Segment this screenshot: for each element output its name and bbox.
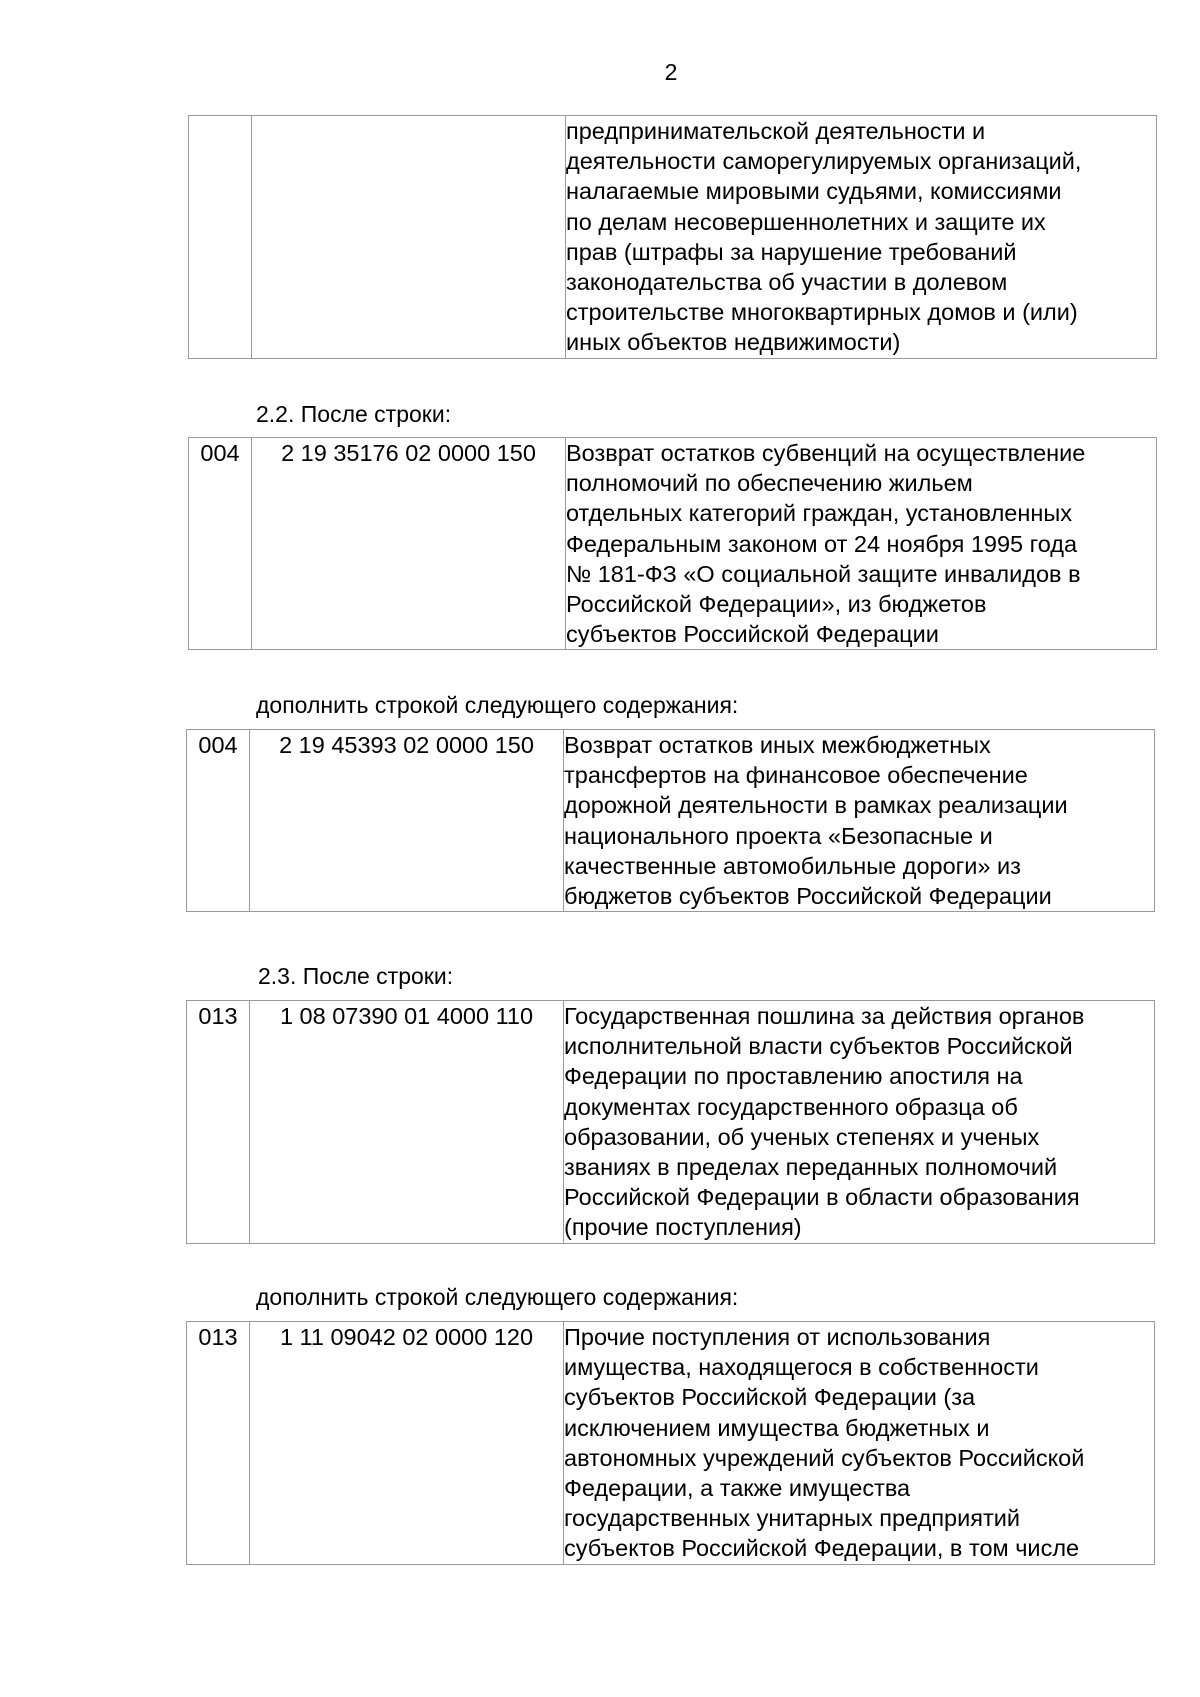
- kbk-code-cell: 1 08 07390 01 4000 110: [250, 1001, 564, 1244]
- admin-code-cell: 013: [187, 1322, 250, 1565]
- description-line: Российской Федерации», из бюджетов: [566, 591, 987, 618]
- description-line: имущества, находящегося в собственности: [564, 1354, 1039, 1381]
- description-line: субъектов Российской Федерации, в том числе: [564, 1535, 1080, 1562]
- continuation-table: [188, 115, 1157, 359]
- table-row: [187, 1001, 1155, 1244]
- kbk-code-cell: 2 19 35176 02 0000 150: [252, 438, 566, 650]
- description-cell: [564, 1001, 1155, 1244]
- description-cell: [564, 1322, 1155, 1565]
- description-line: Российской Федерации в области образования: [564, 1184, 1080, 1211]
- kbk-code-cell: [252, 116, 566, 359]
- description-line: полномочий по обеспечению жильем: [566, 470, 973, 497]
- table-row: [187, 1322, 1155, 1565]
- description-line: исключением имущества бюджетных и: [564, 1414, 990, 1441]
- description-line: законодательства об участии в долевом: [566, 269, 1008, 296]
- page-number: 2: [664, 59, 678, 85]
- description-line: Федерации по проставлению апостиля на: [564, 1063, 1023, 1090]
- admin-code-cell: 013: [187, 1001, 250, 1244]
- description-line: исполнительной власти субъектов Российской: [564, 1033, 1073, 1060]
- record-table: [188, 437, 1157, 650]
- description-line: бюджетов субъектов Российской Федерации: [564, 883, 1052, 910]
- description-line: (прочие поступления): [564, 1214, 802, 1241]
- record-table: [186, 1000, 1155, 1244]
- description-line: прав (штрафы за нарушение требований: [566, 238, 1017, 265]
- table-row: [189, 116, 1157, 359]
- description-line: образовании, об ученых степенях и ученых: [564, 1123, 1040, 1150]
- description-line: деятельности саморегулируемых организаций,: [566, 148, 1082, 175]
- description-line: Государственная пошлина за действия органов: [564, 1003, 1085, 1029]
- description-line: государственных унитарных предприятий: [564, 1505, 1020, 1532]
- description-line: субъектов Российской Федерации (за: [564, 1384, 976, 1411]
- table-row: [187, 730, 1155, 912]
- description-line: автономных учреждений субъектов Российской: [564, 1444, 1085, 1471]
- description-line: Федерации, а также имущества: [564, 1475, 911, 1502]
- kbk-code-cell: 1 11 09042 02 0000 120: [250, 1322, 564, 1565]
- description-line: налагаемые мировыми судьями, комиссиями: [566, 178, 1062, 205]
- description-line: Прочие поступления от использования: [564, 1324, 991, 1350]
- admin-code-cell: 004: [189, 438, 252, 650]
- description-cell: [564, 730, 1155, 912]
- description-line: строительстве многоквартирных домов и (или): [566, 299, 1078, 326]
- description-cell: [566, 438, 1157, 650]
- description-line: Возврат остатков субвенций на осуществление: [566, 440, 1086, 466]
- record-table: [186, 729, 1155, 912]
- description-line: Федеральным законом от 24 ноября 1995 года: [566, 530, 1078, 557]
- description-line: качественные автомобильные дороги» из: [564, 852, 1021, 879]
- table-row: [189, 438, 1157, 650]
- amend-instruction: дополнить строкой следующего содержания:: [256, 692, 739, 718]
- section-2-3-heading: 2.3. После строки:: [258, 963, 454, 989]
- description-line: по делам несовершеннолетних и защите их: [566, 208, 1046, 235]
- description-line: иных объектов недвижимости): [566, 329, 901, 356]
- description-line: субъектов Российской Федерации: [566, 621, 939, 648]
- description-line: № 181-ФЗ «О социальной защите инвалидов в: [566, 560, 1081, 587]
- description-cell: [566, 116, 1157, 359]
- description-line: дорожной деятельности в рамках реализации: [564, 792, 1068, 819]
- record-table: [186, 1321, 1155, 1565]
- description-line: предпринимательской деятельности и: [566, 118, 986, 144]
- description-line: Возврат остатков иных межбюджетных: [564, 732, 991, 758]
- section-2-2-heading: 2.2. После строки:: [256, 401, 452, 427]
- kbk-code-cell: 2 19 45393 02 0000 150: [250, 730, 564, 912]
- description-line: национального проекта «Безопасные и: [564, 822, 993, 849]
- admin-code-cell: [189, 116, 252, 359]
- description-line: трансфертов на финансовое обеспечение: [564, 762, 1028, 789]
- description-line: отдельных категорий граждан, установленных: [566, 500, 1072, 527]
- description-line: документах государственного образца об: [564, 1093, 1018, 1120]
- admin-code-cell: 004: [187, 730, 250, 912]
- amend-instruction: дополнить строкой следующего содержания:: [256, 1284, 739, 1310]
- description-line: званиях в пределах переданных полномочий: [564, 1154, 1058, 1181]
